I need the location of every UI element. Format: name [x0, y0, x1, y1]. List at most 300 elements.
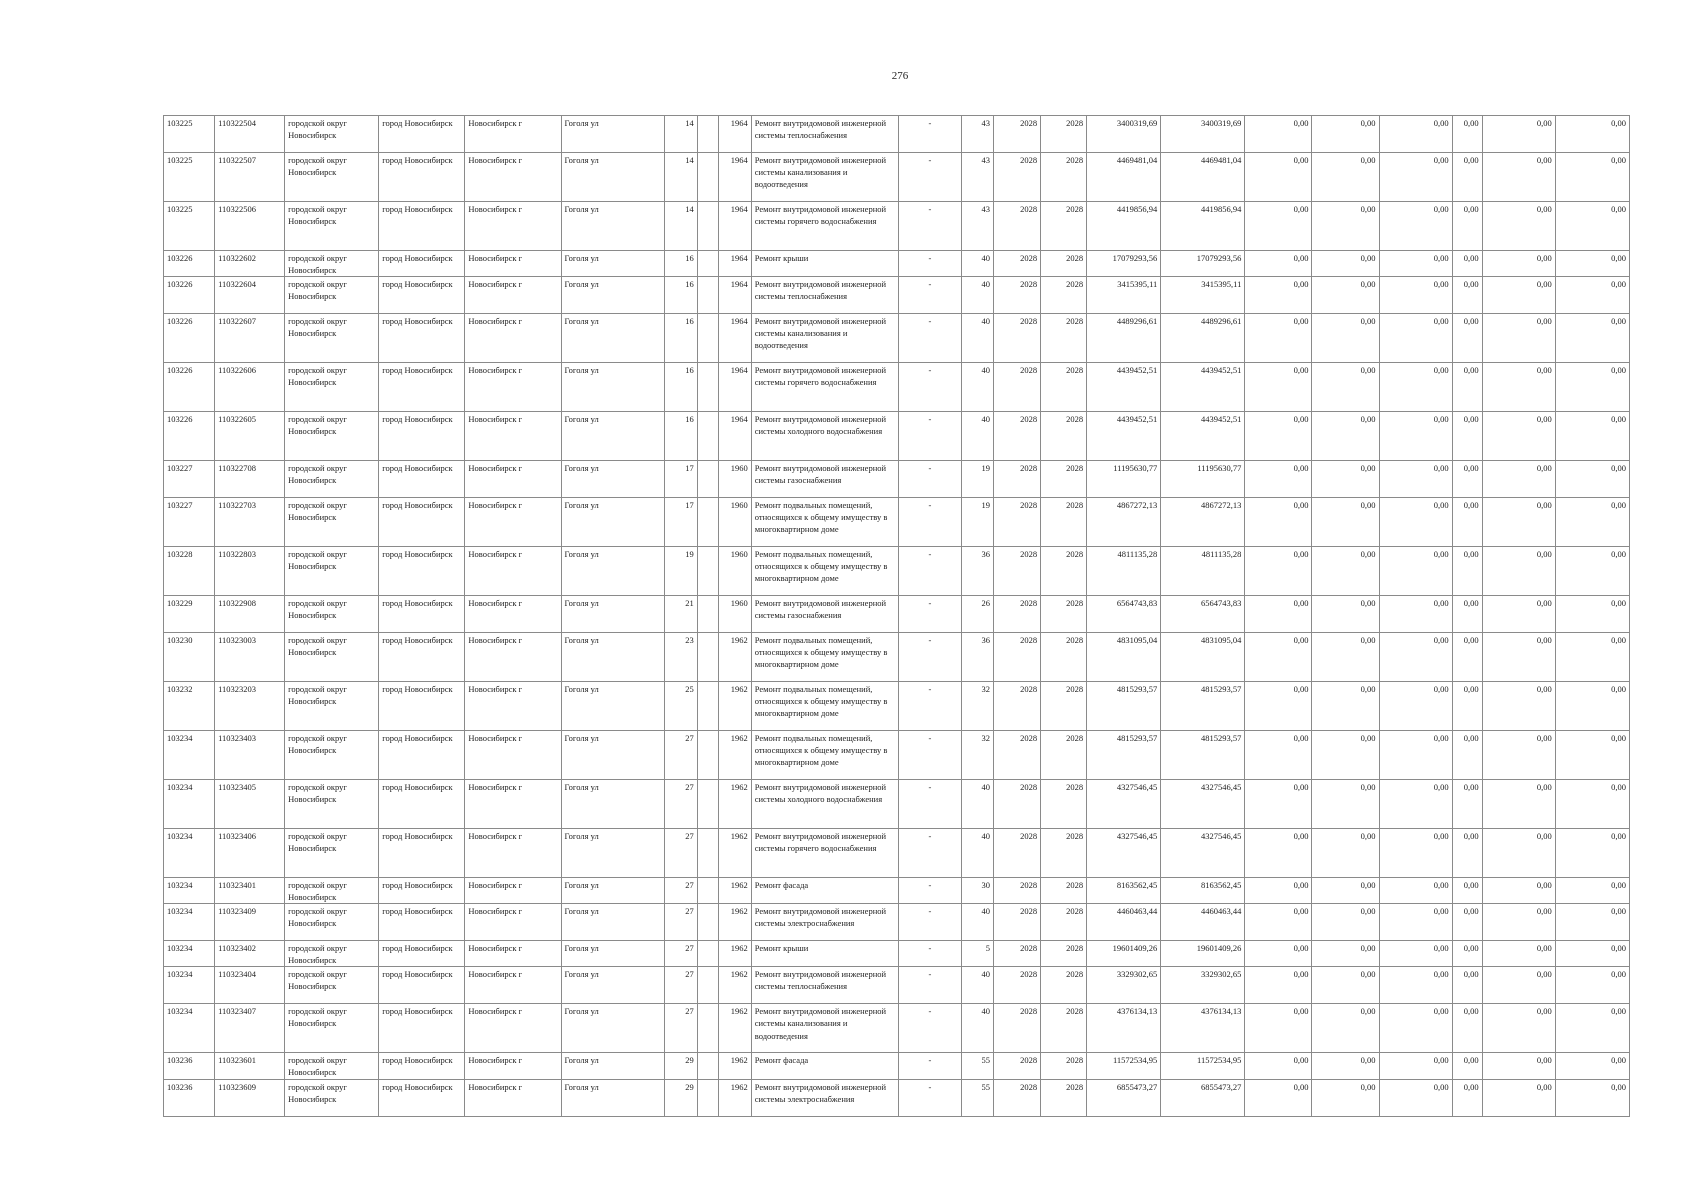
work-code-cell: 110323402	[215, 941, 285, 967]
district-cell: городской округ Новосибирск	[285, 251, 379, 277]
fund-cost-cell: 4469481,04	[1161, 153, 1245, 202]
city-cell: город Новосибирск	[379, 1053, 465, 1079]
house-number-cell: 27	[664, 941, 697, 967]
table-row	[164, 153, 1630, 202]
work-code-cell: 110322708	[215, 461, 285, 498]
fund-cost-cell: 3329302,65	[1161, 967, 1245, 1004]
dash-cell: -	[898, 1079, 961, 1116]
budget-federal-cell: 0,00	[1245, 547, 1312, 596]
budget-regional-cell: 0,00	[1312, 682, 1379, 731]
street-cell: Гоголя ул	[561, 682, 664, 731]
budget-federal-cell: 0,00	[1245, 116, 1312, 153]
dash-cell: -	[898, 731, 961, 780]
reserve-funds-cell: 0,00	[1555, 682, 1629, 731]
owners-funds-cell: 0,00	[1482, 904, 1555, 941]
build-year-cell: 1964	[718, 363, 751, 412]
reserve-funds-cell: 0,00	[1555, 941, 1629, 967]
locality-cell: Новосибирск г	[465, 202, 561, 251]
work-code-cell: 110322607	[215, 314, 285, 363]
plan-year-end-cell: 2028	[1041, 363, 1087, 412]
budget-federal-cell: 0,00	[1245, 878, 1312, 904]
street-cell: Гоголя ул	[561, 251, 664, 277]
street-cell: Гоголя ул	[561, 461, 664, 498]
building-cell	[697, 277, 718, 314]
budget-regional-cell: 0,00	[1312, 116, 1379, 153]
other-source-cell: 0,00	[1452, 251, 1482, 277]
owners-funds-cell: 0,00	[1482, 547, 1555, 596]
total-cost-cell: 8163562,45	[1087, 878, 1161, 904]
work-code-cell: 110323401	[215, 878, 285, 904]
total-cost-cell: 4439452,51	[1087, 363, 1161, 412]
budget-local-cell: 0,00	[1379, 1053, 1452, 1079]
budget-federal-cell: 0,00	[1245, 1053, 1312, 1079]
house-number-cell: 16	[664, 251, 697, 277]
building-cell	[697, 412, 718, 461]
work-type-cell: Ремонт внутридомовой инженерной системы газоснабжения	[751, 596, 898, 633]
owners-funds-cell: 0,00	[1482, 153, 1555, 202]
work-code-cell: 110323003	[215, 633, 285, 682]
table-row	[164, 461, 1630, 498]
budget-local-cell: 0,00	[1379, 251, 1452, 277]
city-cell: город Новосибирск	[379, 904, 465, 941]
district-cell: городской округ Новосибирск	[285, 277, 379, 314]
reserve-funds-cell: 0,00	[1555, 363, 1629, 412]
house-number-cell: 21	[664, 596, 697, 633]
build-year-cell: 1960	[718, 498, 751, 547]
budget-local-cell: 0,00	[1379, 153, 1452, 202]
total-cost-cell: 6855473,27	[1087, 1079, 1161, 1116]
owners-funds-cell: 0,00	[1482, 878, 1555, 904]
district-cell: городской округ Новосибирск	[285, 461, 379, 498]
other-source-cell: 0,00	[1452, 1053, 1482, 1079]
budget-local-cell: 0,00	[1379, 941, 1452, 967]
house-id-cell: 103225	[164, 202, 215, 251]
house-id-cell: 103227	[164, 498, 215, 547]
budget-regional-cell: 0,00	[1312, 277, 1379, 314]
building-cell	[697, 461, 718, 498]
plan-year-end-cell: 2028	[1041, 904, 1087, 941]
district-cell: городской округ Новосибирск	[285, 498, 379, 547]
house-number-cell: 16	[664, 277, 697, 314]
budget-regional-cell: 0,00	[1312, 596, 1379, 633]
building-cell	[697, 498, 718, 547]
budget-local-cell: 0,00	[1379, 682, 1452, 731]
fund-cost-cell: 3415395,11	[1161, 277, 1245, 314]
fund-cost-cell: 4327546,45	[1161, 829, 1245, 878]
total-cost-cell: 4327546,45	[1087, 829, 1161, 878]
dash-cell: -	[898, 412, 961, 461]
total-cost-cell: 4811135,28	[1087, 547, 1161, 596]
district-cell: городской округ Новосибирск	[285, 1053, 379, 1079]
reserve-funds-cell: 0,00	[1555, 1079, 1629, 1116]
wear-percent-cell: 40	[962, 412, 994, 461]
reserve-funds-cell: 0,00	[1555, 829, 1629, 878]
house-id-cell: 103234	[164, 967, 215, 1004]
work-type-cell: Ремонт внутридомовой инженерной системы холодного водоснабжения	[751, 412, 898, 461]
street-cell: Гоголя ул	[561, 780, 664, 829]
budget-local-cell: 0,00	[1379, 731, 1452, 780]
table-row	[164, 878, 1630, 904]
plan-year-start-cell: 2028	[994, 731, 1041, 780]
total-cost-cell: 3329302,65	[1087, 967, 1161, 1004]
budget-regional-cell: 0,00	[1312, 314, 1379, 363]
dash-cell: -	[898, 967, 961, 1004]
plan-year-start-cell: 2028	[994, 967, 1041, 1004]
house-number-cell: 29	[664, 1053, 697, 1079]
fund-cost-cell: 4811135,28	[1161, 547, 1245, 596]
building-cell	[697, 780, 718, 829]
work-code-cell: 110323409	[215, 904, 285, 941]
wear-percent-cell: 43	[962, 153, 994, 202]
house-id-cell: 103226	[164, 412, 215, 461]
build-year-cell: 1964	[718, 153, 751, 202]
fund-cost-cell: 4815293,57	[1161, 682, 1245, 731]
other-source-cell: 0,00	[1452, 878, 1482, 904]
budget-federal-cell: 0,00	[1245, 251, 1312, 277]
owners-funds-cell: 0,00	[1482, 116, 1555, 153]
plan-year-end-cell: 2028	[1041, 731, 1087, 780]
table-row	[164, 314, 1630, 363]
district-cell: городской округ Новосибирск	[285, 878, 379, 904]
build-year-cell: 1960	[718, 461, 751, 498]
plan-year-start-cell: 2028	[994, 1079, 1041, 1116]
city-cell: город Новосибирск	[379, 202, 465, 251]
owners-funds-cell: 0,00	[1482, 461, 1555, 498]
building-cell	[697, 967, 718, 1004]
street-cell: Гоголя ул	[561, 498, 664, 547]
owners-funds-cell: 0,00	[1482, 314, 1555, 363]
budget-regional-cell: 0,00	[1312, 1053, 1379, 1079]
plan-year-start-cell: 2028	[994, 596, 1041, 633]
reserve-funds-cell: 0,00	[1555, 904, 1629, 941]
fund-cost-cell: 11572534,95	[1161, 1053, 1245, 1079]
district-cell: городской округ Новосибирск	[285, 682, 379, 731]
fund-cost-cell: 4489296,61	[1161, 314, 1245, 363]
other-source-cell: 0,00	[1452, 682, 1482, 731]
budget-regional-cell: 0,00	[1312, 461, 1379, 498]
budget-local-cell: 0,00	[1379, 829, 1452, 878]
work-type-cell: Ремонт подвальных помещений, относящихся к общему имуществу в многоквартирном доме	[751, 498, 898, 547]
table-row	[164, 116, 1630, 153]
wear-percent-cell: 19	[962, 461, 994, 498]
locality-cell: Новосибирск г	[465, 412, 561, 461]
house-id-cell: 103234	[164, 878, 215, 904]
work-code-cell: 110323406	[215, 829, 285, 878]
locality-cell: Новосибирск г	[465, 363, 561, 412]
total-cost-cell: 4376134,13	[1087, 1004, 1161, 1053]
wear-percent-cell: 32	[962, 682, 994, 731]
table-row	[164, 498, 1630, 547]
house-id-cell: 103230	[164, 633, 215, 682]
locality-cell: Новосибирск г	[465, 461, 561, 498]
budget-federal-cell: 0,00	[1245, 202, 1312, 251]
owners-funds-cell: 0,00	[1482, 941, 1555, 967]
budget-regional-cell: 0,00	[1312, 878, 1379, 904]
house-id-cell: 103226	[164, 277, 215, 314]
district-cell: городской округ Новосибирск	[285, 829, 379, 878]
locality-cell: Новосибирск г	[465, 967, 561, 1004]
plan-year-start-cell: 2028	[994, 941, 1041, 967]
budget-local-cell: 0,00	[1379, 967, 1452, 1004]
total-cost-cell: 11195630,77	[1087, 461, 1161, 498]
locality-cell: Новосибирск г	[465, 277, 561, 314]
plan-year-end-cell: 2028	[1041, 878, 1087, 904]
reserve-funds-cell: 0,00	[1555, 498, 1629, 547]
city-cell: город Новосибирск	[379, 547, 465, 596]
work-type-cell: Ремонт подвальных помещений, относящихся к общему имуществу в многоквартирном доме	[751, 682, 898, 731]
build-year-cell: 1960	[718, 596, 751, 633]
table-row	[164, 363, 1630, 412]
street-cell: Гоголя ул	[561, 277, 664, 314]
plan-year-end-cell: 2028	[1041, 461, 1087, 498]
budget-federal-cell: 0,00	[1245, 153, 1312, 202]
building-cell	[697, 633, 718, 682]
work-code-cell: 110323203	[215, 682, 285, 731]
building-cell	[697, 547, 718, 596]
build-year-cell: 1962	[718, 731, 751, 780]
build-year-cell: 1962	[718, 878, 751, 904]
wear-percent-cell: 40	[962, 277, 994, 314]
total-cost-cell: 4419856,94	[1087, 202, 1161, 251]
work-type-cell: Ремонт внутридомовой инженерной системы электроснабжения	[751, 904, 898, 941]
table-row	[164, 633, 1630, 682]
wear-percent-cell: 5	[962, 941, 994, 967]
locality-cell: Новосибирск г	[465, 153, 561, 202]
budget-regional-cell: 0,00	[1312, 1079, 1379, 1116]
wear-percent-cell: 40	[962, 829, 994, 878]
house-number-cell: 27	[664, 878, 697, 904]
register-rows	[164, 116, 1630, 1117]
dash-cell: -	[898, 682, 961, 731]
locality-cell: Новосибирск г	[465, 731, 561, 780]
plan-year-start-cell: 2028	[994, 547, 1041, 596]
district-cell: городской округ Новосибирск	[285, 731, 379, 780]
work-code-cell: 110322504	[215, 116, 285, 153]
budget-federal-cell: 0,00	[1245, 941, 1312, 967]
fund-cost-cell: 8163562,45	[1161, 878, 1245, 904]
total-cost-cell: 4460463,44	[1087, 904, 1161, 941]
city-cell: город Новосибирск	[379, 1079, 465, 1116]
table-row	[164, 829, 1630, 878]
dash-cell: -	[898, 941, 961, 967]
work-code-cell: 110322506	[215, 202, 285, 251]
budget-regional-cell: 0,00	[1312, 412, 1379, 461]
building-cell	[697, 1004, 718, 1053]
other-source-cell: 0,00	[1452, 1079, 1482, 1116]
street-cell: Гоголя ул	[561, 596, 664, 633]
owners-funds-cell: 0,00	[1482, 682, 1555, 731]
house-id-cell: 103234	[164, 941, 215, 967]
build-year-cell: 1964	[718, 202, 751, 251]
owners-funds-cell: 0,00	[1482, 731, 1555, 780]
work-type-cell: Ремонт внутридомовой инженерной системы электроснабжения	[751, 1079, 898, 1116]
wear-percent-cell: 30	[962, 878, 994, 904]
locality-cell: Новосибирск г	[465, 498, 561, 547]
city-cell: город Новосибирск	[379, 967, 465, 1004]
building-cell	[697, 363, 718, 412]
house-number-cell: 16	[664, 412, 697, 461]
wear-percent-cell: 40	[962, 967, 994, 1004]
table-row	[164, 202, 1630, 251]
city-cell: город Новосибирск	[379, 596, 465, 633]
district-cell: городской округ Новосибирск	[285, 633, 379, 682]
building-cell	[697, 251, 718, 277]
wear-percent-cell: 32	[962, 731, 994, 780]
budget-regional-cell: 0,00	[1312, 498, 1379, 547]
dash-cell: -	[898, 596, 961, 633]
plan-year-end-cell: 2028	[1041, 277, 1087, 314]
house-id-cell: 103232	[164, 682, 215, 731]
budget-local-cell: 0,00	[1379, 498, 1452, 547]
reserve-funds-cell: 0,00	[1555, 116, 1629, 153]
house-id-cell: 103234	[164, 904, 215, 941]
reserve-funds-cell: 0,00	[1555, 461, 1629, 498]
table-row	[164, 1004, 1630, 1053]
city-cell: город Новосибирск	[379, 363, 465, 412]
work-code-cell: 110322604	[215, 277, 285, 314]
street-cell: Гоголя ул	[561, 967, 664, 1004]
fund-cost-cell: 3400319,69	[1161, 116, 1245, 153]
plan-year-end-cell: 2028	[1041, 1053, 1087, 1079]
work-code-cell: 110323609	[215, 1079, 285, 1116]
district-cell: городской округ Новосибирск	[285, 116, 379, 153]
budget-regional-cell: 0,00	[1312, 202, 1379, 251]
budget-local-cell: 0,00	[1379, 780, 1452, 829]
dash-cell: -	[898, 498, 961, 547]
owners-funds-cell: 0,00	[1482, 1053, 1555, 1079]
house-id-cell: 103234	[164, 829, 215, 878]
work-type-cell: Ремонт фасада	[751, 878, 898, 904]
budget-local-cell: 0,00	[1379, 277, 1452, 314]
street-cell: Гоголя ул	[561, 547, 664, 596]
district-cell: городской округ Новосибирск	[285, 547, 379, 596]
other-source-cell: 0,00	[1452, 941, 1482, 967]
budget-local-cell: 0,00	[1379, 363, 1452, 412]
city-cell: город Новосибирск	[379, 153, 465, 202]
owners-funds-cell: 0,00	[1482, 829, 1555, 878]
plan-year-start-cell: 2028	[994, 682, 1041, 731]
house-id-cell: 103236	[164, 1053, 215, 1079]
dash-cell: -	[898, 829, 961, 878]
house-id-cell: 103236	[164, 1079, 215, 1116]
other-source-cell: 0,00	[1452, 202, 1482, 251]
table-row	[164, 277, 1630, 314]
plan-year-end-cell: 2028	[1041, 116, 1087, 153]
district-cell: городской округ Новосибирск	[285, 904, 379, 941]
district-cell: городской округ Новосибирск	[285, 314, 379, 363]
build-year-cell: 1962	[718, 1079, 751, 1116]
work-type-cell: Ремонт внутридомовой инженерной системы газоснабжения	[751, 461, 898, 498]
fund-cost-cell: 4439452,51	[1161, 412, 1245, 461]
fund-cost-cell: 4460463,44	[1161, 904, 1245, 941]
house-number-cell: 14	[664, 116, 697, 153]
house-id-cell: 103225	[164, 116, 215, 153]
build-year-cell: 1964	[718, 277, 751, 314]
dash-cell: -	[898, 116, 961, 153]
other-source-cell: 0,00	[1452, 904, 1482, 941]
budget-local-cell: 0,00	[1379, 202, 1452, 251]
budget-regional-cell: 0,00	[1312, 633, 1379, 682]
other-source-cell: 0,00	[1452, 116, 1482, 153]
house-number-cell: 16	[664, 314, 697, 363]
owners-funds-cell: 0,00	[1482, 967, 1555, 1004]
plan-year-end-cell: 2028	[1041, 941, 1087, 967]
plan-year-start-cell: 2028	[994, 412, 1041, 461]
building-cell	[697, 116, 718, 153]
plan-year-start-cell: 2028	[994, 829, 1041, 878]
work-code-cell: 110323405	[215, 780, 285, 829]
street-cell: Гоголя ул	[561, 116, 664, 153]
plan-year-start-cell: 2028	[994, 251, 1041, 277]
owners-funds-cell: 0,00	[1482, 363, 1555, 412]
build-year-cell: 1964	[718, 412, 751, 461]
fund-cost-cell: 6564743,83	[1161, 596, 1245, 633]
owners-funds-cell: 0,00	[1482, 633, 1555, 682]
dash-cell: -	[898, 461, 961, 498]
table-row	[164, 1053, 1630, 1079]
house-number-cell: 27	[664, 904, 697, 941]
other-source-cell: 0,00	[1452, 363, 1482, 412]
work-type-cell: Ремонт внутридомовой инженерной системы теплоснабжения	[751, 967, 898, 1004]
budget-local-cell: 0,00	[1379, 412, 1452, 461]
wear-percent-cell: 19	[962, 498, 994, 547]
owners-funds-cell: 0,00	[1482, 1079, 1555, 1116]
total-cost-cell: 3415395,11	[1087, 277, 1161, 314]
house-number-cell: 14	[664, 153, 697, 202]
locality-cell: Новосибирск г	[465, 829, 561, 878]
plan-year-end-cell: 2028	[1041, 202, 1087, 251]
street-cell: Гоголя ул	[561, 878, 664, 904]
owners-funds-cell: 0,00	[1482, 277, 1555, 314]
dash-cell: -	[898, 314, 961, 363]
plan-year-start-cell: 2028	[994, 277, 1041, 314]
fund-cost-cell: 17079293,56	[1161, 251, 1245, 277]
work-code-cell: 110322606	[215, 363, 285, 412]
plan-year-start-cell: 2028	[994, 116, 1041, 153]
work-type-cell: Ремонт подвальных помещений, относящихся к общему имуществу в многоквартирном доме	[751, 731, 898, 780]
city-cell: город Новосибирск	[379, 878, 465, 904]
total-cost-cell: 4831095,04	[1087, 633, 1161, 682]
fund-cost-cell: 11195630,77	[1161, 461, 1245, 498]
locality-cell: Новосибирск г	[465, 682, 561, 731]
building-cell	[697, 202, 718, 251]
dash-cell: -	[898, 633, 961, 682]
other-source-cell: 0,00	[1452, 1004, 1482, 1053]
work-type-cell: Ремонт крыши	[751, 251, 898, 277]
total-cost-cell: 4327546,45	[1087, 780, 1161, 829]
wear-percent-cell: 55	[962, 1079, 994, 1116]
district-cell: городской округ Новосибирск	[285, 363, 379, 412]
work-code-cell: 110323601	[215, 1053, 285, 1079]
work-type-cell: Ремонт фасада	[751, 1053, 898, 1079]
plan-year-end-cell: 2028	[1041, 1004, 1087, 1053]
house-number-cell: 14	[664, 202, 697, 251]
dash-cell: -	[898, 251, 961, 277]
work-type-cell: Ремонт внутридомовой инженерной системы канализования и водоотведения	[751, 1004, 898, 1053]
work-code-cell: 110322507	[215, 153, 285, 202]
wear-percent-cell: 36	[962, 547, 994, 596]
city-cell: город Новосибирск	[379, 412, 465, 461]
house-id-cell: 103234	[164, 780, 215, 829]
reserve-funds-cell: 0,00	[1555, 251, 1629, 277]
table-row	[164, 731, 1630, 780]
street-cell: Гоголя ул	[561, 941, 664, 967]
wear-percent-cell: 26	[962, 596, 994, 633]
dash-cell: -	[898, 153, 961, 202]
build-year-cell: 1960	[718, 547, 751, 596]
work-type-cell: Ремонт крыши	[751, 941, 898, 967]
budget-federal-cell: 0,00	[1245, 412, 1312, 461]
